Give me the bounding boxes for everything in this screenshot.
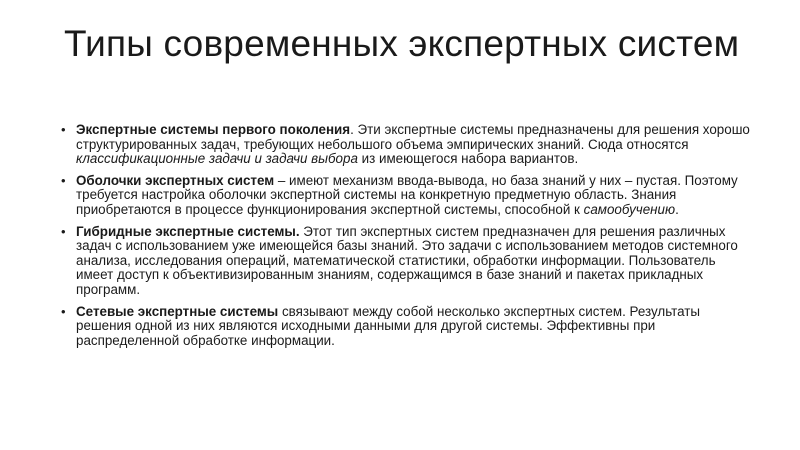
bullet-icon: •: [61, 122, 66, 137]
bullet-icon: •: [61, 172, 66, 188]
list-item-first-generation: [60, 123, 750, 167]
item-term: Оболочки экспертных систем: [76, 172, 275, 188]
item-term: Экспертные системы первого поколения: [76, 122, 351, 137]
item-text: – имеют механизм ввода-вывода, но база знаний у них – пустая. Поэтому требуется настройка оболочки экспертной системы на конкретную предметную область. Знания приобретаются в процессе функционирования экспертной системы, способной к: [76, 172, 738, 217]
item-text: Этот тип экспертных систем предназначен для решения различных задач с использованием уже имеющейся базы знаний. Это задачи с использованием методов системного анализа, исследования операций, математической статистики, обработки информации. Пользователь имеет доступ к объективизированным знаниям, содержащимся в базе знаний и пакетах прикладных программ.: [76, 223, 738, 297]
bullet-list: [60, 123, 750, 355]
item-text-end: из имеющегося набора вариантов.: [357, 151, 579, 167]
item-term: Гибридные экспертные системы.: [76, 223, 300, 239]
list-item-hybrid: [60, 225, 750, 298]
item-text-end: .: [675, 201, 679, 217]
bullet-icon: •: [61, 303, 66, 319]
item-text: связывают между собой несколько экспертных систем. Результаты решения одной из них являются исходными данными для другой системы. Эффективны при распределенной обработке информации.: [76, 303, 701, 348]
item-emphasis: классификационные задачи и задачи выбора: [76, 151, 358, 167]
list-item-network: [60, 305, 750, 349]
list-item-shells: [60, 174, 750, 218]
item-text: . Эти экспертные системы предназначены для решения хорошо структурированных задач, требующих небольшого объема эмпирических знаний. Сюда относятся: [76, 122, 750, 152]
slide-title: Типы современных экспертных систем: [64, 23, 740, 64]
item-term: Сетевые экспертные системы: [76, 303, 279, 319]
item-emphasis: самообучению: [583, 201, 676, 217]
bullet-icon: •: [61, 223, 66, 239]
